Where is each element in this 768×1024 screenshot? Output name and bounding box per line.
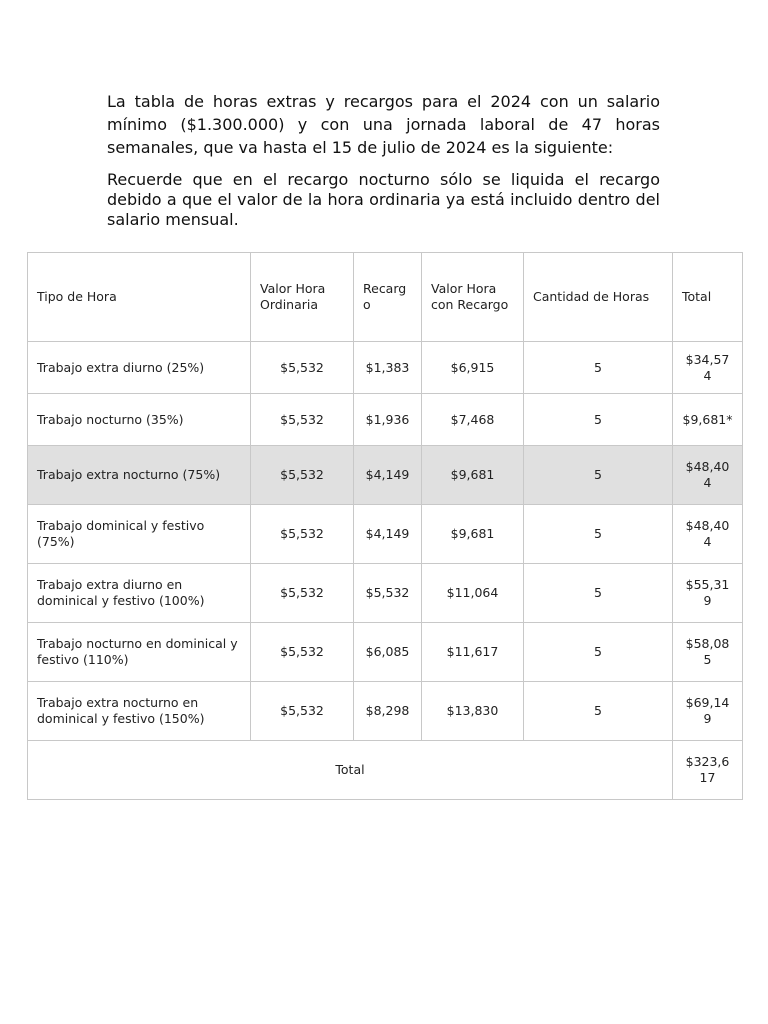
- footer-total-value: $323,617: [673, 741, 743, 800]
- cell-total: $58,085: [673, 623, 743, 682]
- cell-con-recargo: $6,915: [422, 342, 524, 394]
- table-row: [28, 394, 743, 446]
- table-row: [28, 446, 743, 505]
- cell-cantidad: 5: [524, 564, 673, 623]
- cell-con-recargo: $9,681: [422, 446, 524, 505]
- cell-ordinaria: $5,532: [251, 564, 354, 623]
- intro-text: [107, 90, 660, 235]
- cell-recargo: $1,383: [354, 342, 422, 394]
- cell-recargo: $1,936: [354, 394, 422, 446]
- cell-con-recargo: $11,617: [422, 623, 524, 682]
- header-ordinaria: Valor Hora Ordinaria: [251, 253, 354, 342]
- intro-paragraph-1: La tabla de horas extras y recargos para el 2024 con un salario mínimo ($1.300.000) y con una jornada laboral de 47 horas semanales, que va hasta el 15 de julio de 2024 es la siguiente:: [107, 92, 660, 157]
- cell-ordinaria: $5,532: [251, 623, 354, 682]
- cell-total: $9,681*: [673, 394, 743, 446]
- cell-ordinaria: $5,532: [251, 682, 354, 741]
- overtime-table: [27, 252, 743, 800]
- table-row: [28, 623, 743, 682]
- table-row: [28, 564, 743, 623]
- cell-ordinaria: $5,532: [251, 446, 354, 505]
- header-cantidad: Cantidad de Horas: [524, 253, 673, 342]
- cell-ordinaria: $5,532: [251, 342, 354, 394]
- cell-tipo: Trabajo dominical y festivo (75%): [28, 505, 251, 564]
- cell-recargo: $6,085: [354, 623, 422, 682]
- cell-recargo: $4,149: [354, 446, 422, 505]
- table-footer-row: [28, 741, 743, 800]
- cell-cantidad: 5: [524, 623, 673, 682]
- intro-paragraph-2: Recuerde que en el recargo nocturno sólo se liquida el recargo debido a que el valor de la hora ordinaria ya está incluido dentro del salario mensual.: [107, 170, 660, 229]
- cell-cantidad: 5: [524, 342, 673, 394]
- cell-tipo: Trabajo extra nocturno (75%): [28, 446, 251, 505]
- cell-con-recargo: $9,681: [422, 505, 524, 564]
- cell-total: $48,404: [673, 446, 743, 505]
- header-recargo: Recargo: [354, 253, 422, 342]
- cell-total: $34,574: [673, 342, 743, 394]
- header-total: Total: [673, 253, 743, 342]
- cell-tipo: Trabajo nocturno (35%): [28, 394, 251, 446]
- cell-ordinaria: $5,532: [251, 394, 354, 446]
- cell-total: $69,149: [673, 682, 743, 741]
- header-tipo: Tipo de Hora: [28, 253, 251, 342]
- cell-cantidad: 5: [524, 682, 673, 741]
- cell-total: $55,319: [673, 564, 743, 623]
- table-header-row: [28, 253, 743, 342]
- cell-con-recargo: $11,064: [422, 564, 524, 623]
- cell-tipo: Trabajo nocturno en dominical y festivo (110%): [28, 623, 251, 682]
- cell-recargo: $4,149: [354, 505, 422, 564]
- cell-recargo: $8,298: [354, 682, 422, 741]
- cell-cantidad: 5: [524, 446, 673, 505]
- cell-cantidad: 5: [524, 505, 673, 564]
- cell-total: $48,404: [673, 505, 743, 564]
- header-con-recargo: Valor Hora con Recargo: [422, 253, 524, 342]
- cell-tipo: Trabajo extra diurno en dominical y festivo (100%): [28, 564, 251, 623]
- cell-ordinaria: $5,532: [251, 505, 354, 564]
- cell-cantidad: 5: [524, 394, 673, 446]
- table-row: [28, 342, 743, 394]
- cell-tipo: Trabajo extra diurno (25%): [28, 342, 251, 394]
- footer-total-label: Total: [28, 741, 673, 800]
- table-row: [28, 682, 743, 741]
- cell-con-recargo: $7,468: [422, 394, 524, 446]
- cell-tipo: Trabajo extra nocturno en dominical y festivo (150%): [28, 682, 251, 741]
- cell-con-recargo: $13,830: [422, 682, 524, 741]
- table-row: [28, 505, 743, 564]
- cell-recargo: $5,532: [354, 564, 422, 623]
